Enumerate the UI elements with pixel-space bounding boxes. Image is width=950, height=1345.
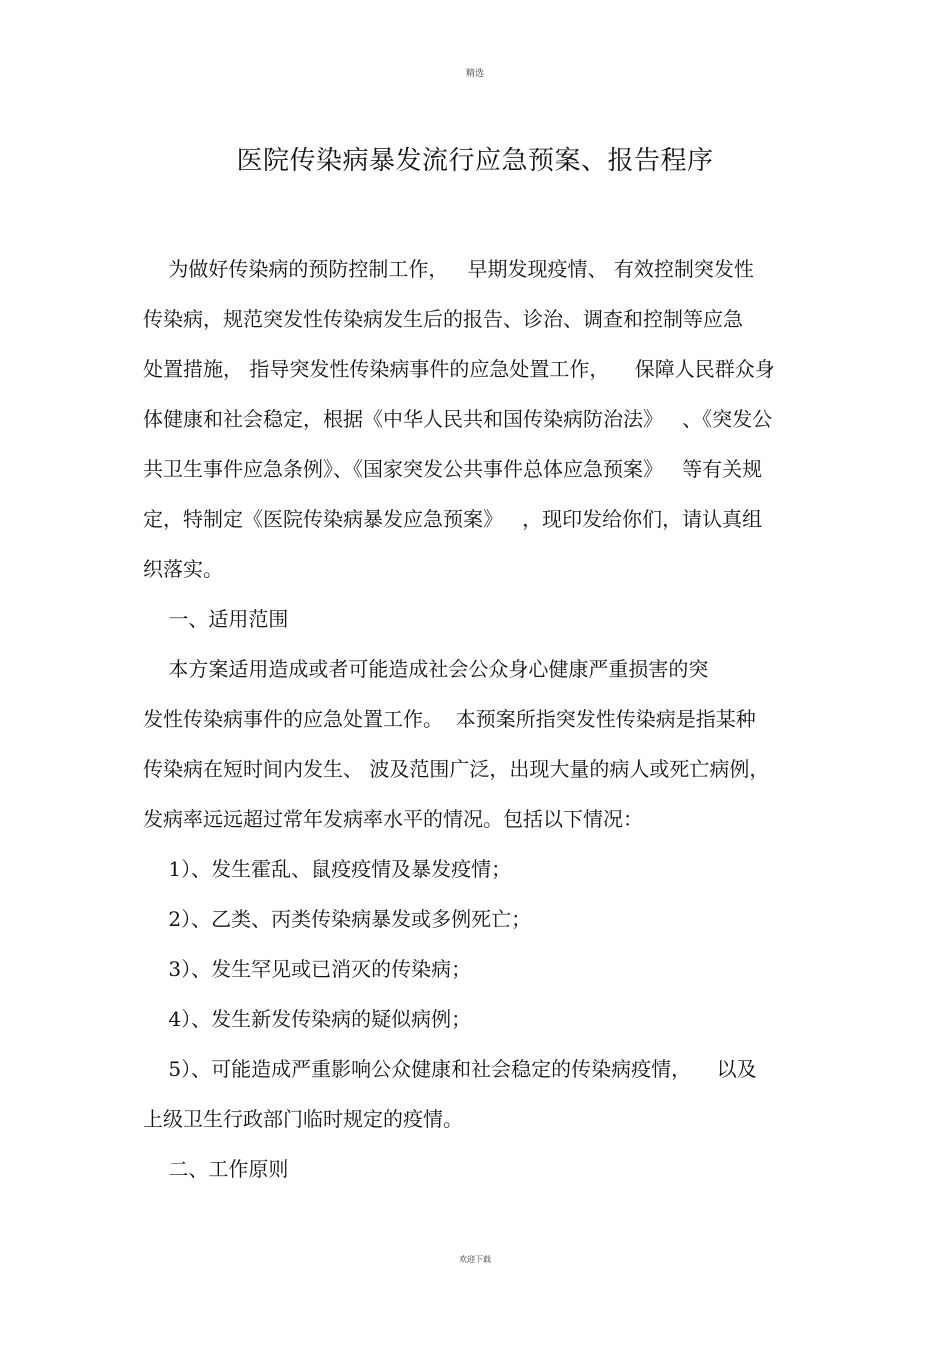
body-line-3: 处置措施， 指导突发性传染病事件的应急处置工作， 保障人民群众身 [143,357,775,381]
body-line-10: 发性传染病事件的应急处置工作。 本预案所指突发性传染病是指某种 [143,707,756,731]
header-mark: 精选 [465,69,484,79]
list-item-1: 1）、发生霍乱、鼠疫疫情及暴发疫情； [143,857,512,881]
footer-mark: 欢迎下载 [459,1255,491,1264]
body-line-12: 发病率远远超过常年发病率水平的情况。包括以下情况： [143,807,643,831]
list-item-5-cont: 上级卫生行政部门临时规定的疫情。 [143,1107,463,1131]
body-line-7: 织落实。 [143,557,223,581]
body-line-6: 定，特制定《医院传染病暴发应急预案》 ，现印发给你们，请认真组 [143,507,763,531]
body-line-1: 为做好传染病的预防控制工作， 早期发现疫情、 有效控制突发性 [143,257,754,281]
section-heading-scope: 一、适用范围 [143,607,289,631]
body-line-4: 体健康和社会稳定，根据《中华人民共和国传染病防治法》 、《突发公 [143,407,773,431]
body-line-5: 共卫生事件应急条例》、《国家突发公共事件总体应急预案》 等有关规 [143,457,763,481]
body-line-11: 传染病在短时间内发生、 波及范围广泛，出现大量的病人或死亡病例， [143,757,770,781]
body-line-9: 本方案适用造成或者可能造成社会公众身心健康严重损害的突 [143,657,709,681]
body-line-2: 传染病，规范突发性传染病发生后的报告、诊治、调查和控制等应急 [143,307,743,331]
list-item-3: 3）、发生罕见或已消灭的传染病； [143,957,472,981]
list-item-2: 2）、乙类、丙类传染病暴发或多例死亡； [143,907,532,931]
document-title: 医院传染病暴发流行应急预案、报告程序 [236,146,714,176]
list-item-5: 5）、可能造成严重影响公众健康和社会稳定的传染病疫情， 以及 [143,1057,757,1081]
list-item-4: 4）、发生新发传染病的疑似病例； [143,1007,472,1031]
section-heading-principles: 二、工作原则 [143,1157,289,1181]
